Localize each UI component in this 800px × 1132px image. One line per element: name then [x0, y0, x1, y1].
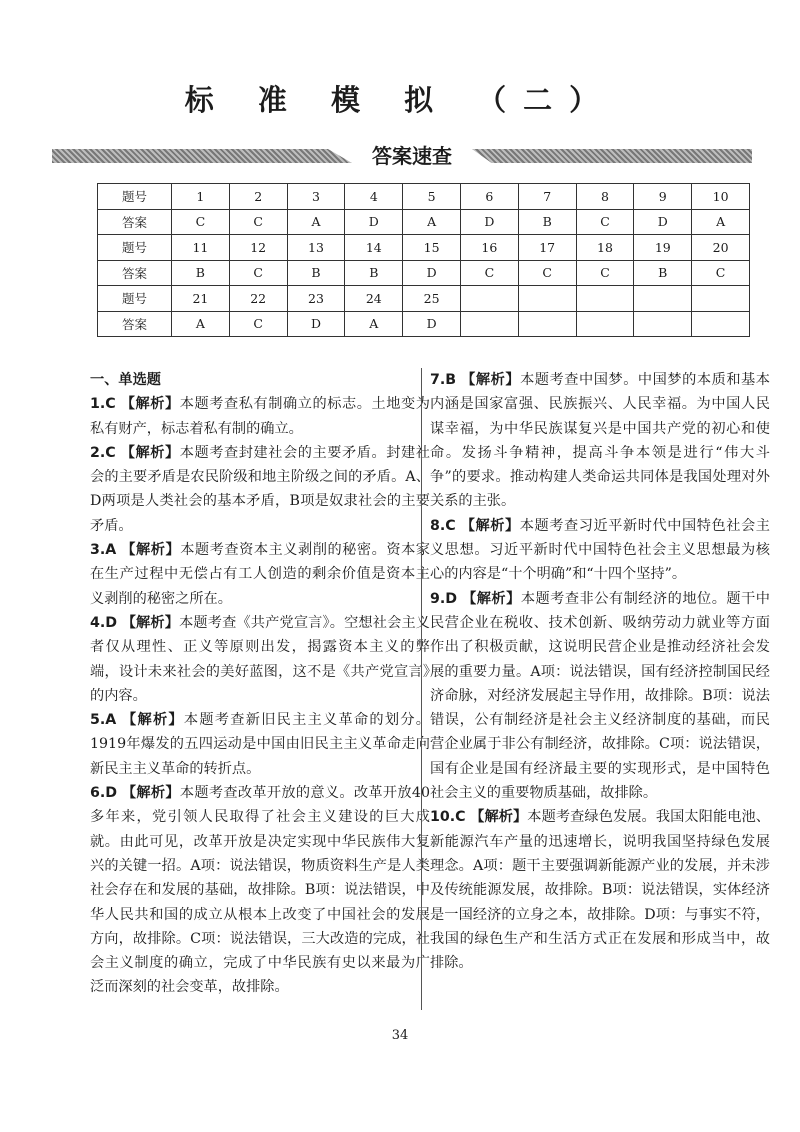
answer-banner	[52, 140, 752, 170]
table-cell: B	[172, 260, 230, 286]
explanation-item	[430, 514, 770, 587]
table-row	[98, 209, 750, 235]
item-number: 2.C	[90, 444, 116, 461]
column-divider	[421, 368, 422, 1010]
explanation-item	[430, 368, 770, 514]
item-number: 9.D	[430, 590, 458, 607]
item-tag: 【解析】	[120, 396, 180, 413]
table-cell: D	[460, 209, 518, 235]
row-header: 答案	[98, 209, 172, 235]
item-tag: 【解析】	[122, 712, 184, 729]
explanation-item	[430, 587, 770, 806]
table-cell: D	[403, 260, 461, 286]
table-cell: 25	[403, 286, 461, 312]
table-cell: B	[634, 260, 692, 286]
table-cell: C	[229, 260, 287, 286]
item-tag: 【解析】	[121, 785, 180, 802]
explanation-item	[430, 805, 770, 975]
table-row	[98, 235, 750, 261]
table-cell: C	[576, 209, 634, 235]
table-cell	[518, 286, 576, 312]
table-cell: 4	[345, 184, 403, 210]
item-text: 本题考查习近平新时代中国特色社会主义思想。习近平新时代中国特色社会主义思想最为核心的内容是“十个明确”和“十四个坚持”。	[430, 517, 770, 583]
item-text: 本题考查新旧民主主义革命的划分。1919年爆发的五四运动是中国由旧民主主义革命走向新民主主义革命的转折点。	[90, 712, 430, 777]
table-cell	[518, 311, 576, 337]
table-cell: 1	[172, 184, 230, 210]
item-number: 3.A	[90, 542, 117, 559]
table-cell: C	[460, 260, 518, 286]
page-title: 标 准 模 拟 （二）	[184, 83, 616, 117]
item-tag: 【解析】	[120, 444, 180, 461]
row-header: 题号	[98, 235, 172, 261]
table-cell: 7	[518, 184, 576, 210]
item-text: 本题考查非公有制经济的地位。题干中民营企业在税收、技术创新、吸纳劳动力就业等方面作出了积极贡献，这说明民营企业是推动经济社会发展的重要力量。A项：说法错误，国有经济控制国民经济命脉，对经济发展起主导作用，故排除。B项：说法错误，公有制经济是社会主义经济制度的基础，而民营企业属于非公有制经济，故排除。C项：说法错误，国有企业是国有经济最主要的实现形式，是中国特色社会主义的重要物质基础，故排除。	[430, 590, 770, 802]
table-cell: 22	[229, 286, 287, 312]
item-text: 本题考查《共产党宣言》。空想社会主义者仅从理性、正义等原则出发，揭露资本主义的弊端，设计未来社会的美好蓝图，这不是《共产党宣言》的内容。	[90, 614, 430, 704]
table-cell: 10	[692, 184, 750, 210]
explanations-right-column	[430, 368, 770, 975]
table-cell: 17	[518, 235, 576, 261]
table-row	[98, 260, 750, 286]
table-cell: A	[403, 209, 461, 235]
section-heading: 一、单选题	[90, 372, 161, 388]
table-cell: 18	[576, 235, 634, 261]
table-cell: C	[229, 209, 287, 235]
item-number: 6.D	[90, 785, 118, 802]
table-cell: B	[287, 260, 345, 286]
item-tag: 【解析】	[460, 517, 520, 534]
item-tag: 【解析】	[121, 542, 181, 559]
item-text: 本题考查资本主义剥削的秘密。资本家在生产过程中无偿占有工人创造的剩余价值是资本主义剥削的秘密之所在。	[90, 542, 430, 607]
table-cell: C	[172, 209, 230, 235]
table-cell: 13	[287, 235, 345, 261]
table-cell	[576, 286, 634, 312]
table-cell	[460, 311, 518, 337]
item-number: 10.C	[430, 809, 466, 826]
explanation-item	[90, 708, 430, 781]
table-cell	[460, 286, 518, 312]
table-cell: 6	[460, 184, 518, 210]
table-cell: A	[287, 209, 345, 235]
item-tag: 【解析】	[121, 614, 180, 631]
table-cell: 23	[287, 286, 345, 312]
item-text: 本题考查封建社会的主要矛盾。封建社会的主要矛盾是农民阶级和地主阶级之间的矛盾。A、D两项是人类社会的基本矛盾，B项是奴隶社会的主要矛盾。	[90, 444, 430, 534]
row-header: 题号	[98, 286, 172, 312]
item-number: 8.C	[430, 517, 456, 534]
table-cell	[576, 311, 634, 337]
table-cell: 16	[460, 235, 518, 261]
item-number: 4.D	[90, 614, 118, 631]
banner-label: 答案速查	[372, 144, 452, 168]
item-tag: 【解析】	[462, 590, 521, 607]
table-cell: 21	[172, 286, 230, 312]
item-text: 本题考查私有制确立的标志。土地变为私有财产，标志着私有制的确立。	[90, 396, 430, 437]
table-row	[98, 184, 750, 210]
table-cell: 20	[692, 235, 750, 261]
table-cell: D	[345, 209, 403, 235]
table-cell: 24	[345, 286, 403, 312]
table-cell: 12	[229, 235, 287, 261]
table-cell: D	[403, 311, 461, 337]
explanation-item	[90, 538, 430, 611]
table-cell	[634, 286, 692, 312]
item-number: 5.A	[90, 712, 117, 729]
table-cell: A	[172, 311, 230, 337]
table-cell: 9	[634, 184, 692, 210]
table-cell: B	[518, 209, 576, 235]
table-cell: D	[634, 209, 692, 235]
table-cell: 3	[287, 184, 345, 210]
table-cell: C	[229, 311, 287, 337]
item-number: 7.B	[430, 372, 457, 388]
explanation-item	[90, 441, 430, 538]
table-row	[98, 311, 750, 337]
table-cell: 2	[229, 184, 287, 210]
table-cell: 8	[576, 184, 634, 210]
table-cell: C	[518, 260, 576, 286]
item-text: 本题考查改革开放的意义。改革开放40多年来，党引领人民取得了社会主义建设的巨大成就。由此可见，改革开放是决定实现中华民族伟大复兴的关键一招。A项：说法错误，物质资料生产是人类社会存在和发展的基础，故排除。B项：说法错误，中华人民共和国的成立从根本上改变了中国社会的发展方向，故排除。C项：说法错误，三大改造的完成，社会主义制度的确立，完成了中华民族有史以来最为广泛而深刻的社会变革，故排除。	[90, 785, 430, 996]
explanation-item	[90, 781, 430, 1000]
table-cell: B	[345, 260, 403, 286]
table-cell	[634, 311, 692, 337]
table-cell: 19	[634, 235, 692, 261]
table-cell: A	[692, 209, 750, 235]
item-tag: 【解析】	[470, 809, 528, 826]
explanations-left-column	[90, 368, 430, 1000]
item-tag: 【解析】	[461, 372, 521, 388]
page-number: 34	[391, 1028, 409, 1043]
table-cell: 5	[403, 184, 461, 210]
table-cell: C	[692, 260, 750, 286]
table-cell	[692, 286, 750, 312]
item-number: 1.C	[90, 396, 116, 413]
table-cell: 14	[345, 235, 403, 261]
banner-stripe-left	[52, 149, 352, 163]
row-header: 答案	[98, 260, 172, 286]
row-header: 题号	[98, 184, 172, 210]
table-cell: 15	[403, 235, 461, 261]
banner-stripe-right	[472, 149, 752, 163]
table-row	[98, 286, 750, 312]
table-cell: A	[345, 311, 403, 337]
item-text: 本题考查中国梦。中国梦的本质和基本内涵是国家富强、民族振兴、人民幸福。为中国人民谋幸福，为中华民族谋复兴是中国共产党的初心和使命。发扬斗争精神，提高斗争本领是进行“伟大斗争”的要求。推动构建人类命运共同体是我国处理对外关系的主张。	[430, 372, 770, 510]
row-header: 答案	[98, 311, 172, 337]
explanation-item	[90, 611, 430, 708]
table-cell: 11	[172, 235, 230, 261]
table-cell	[692, 311, 750, 337]
item-text: 本题考查绿色发展。我国太阳能电池、新能源汽车产量的迅速增长，说明我国坚持绿色发展理念。A项：题干主要强调新能源产业的发展，并未涉及传统能源发展，故排除。B项：说法错误，实体经济是一国经济的立身之本，故排除。D项：与事实不符，我国的绿色生产和生活方式正在发展和形成当中，故排除。	[430, 809, 770, 972]
table-cell: D	[287, 311, 345, 337]
answer-table	[97, 183, 750, 337]
table-cell: C	[576, 260, 634, 286]
explanation-item	[90, 392, 430, 441]
